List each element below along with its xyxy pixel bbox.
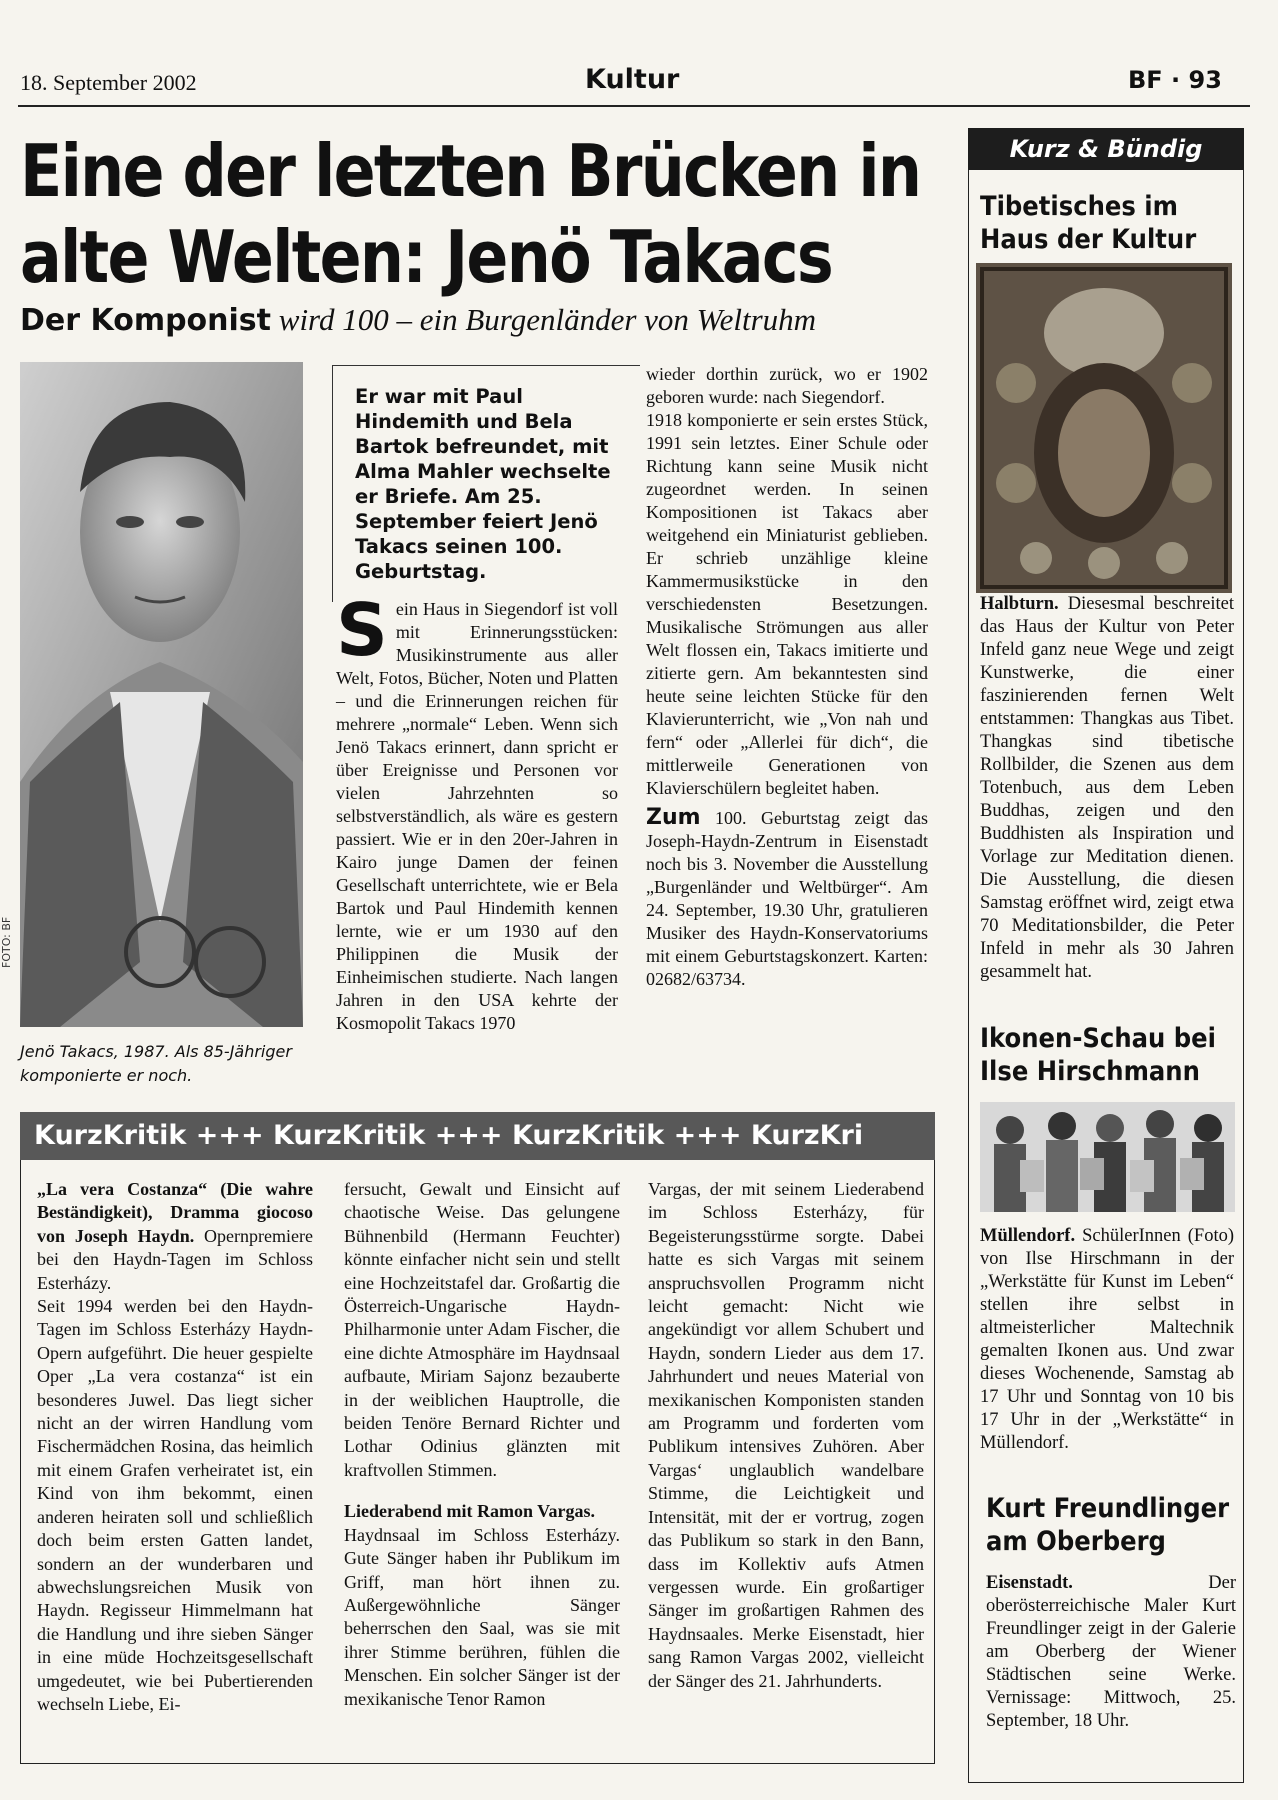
sidebar-title-1: Tibetisches im Haus der Kultur	[980, 191, 1197, 255]
article-paragraph-text: 100. Geburtstag zeigt das Joseph-Haydn-Zentrum in Eisenstadt noch bis 3. November die Ausstellung „Burgenländer und Weltbürger“. Am 24. September, 19.30 Uhr, gratulieren Musiker des Haydn-Konservatoriums mit einem Geburtstagskonzert. Karten: 02682/63734.	[646, 808, 928, 989]
kurzkritik-banner: KurzKritik +++ KurzKritik +++ KurzKritik +++ KurzKri	[20, 1112, 935, 1160]
header-rule	[18, 105, 1250, 107]
sidebar-text-1	[980, 593, 1234, 984]
article-body-column-2	[646, 363, 928, 991]
sidebar-title-2: Ikonen-Schau bei Ilse Hirschmann	[980, 1023, 1216, 1087]
review-text: Opernpremiere bei den Haydn-Tagen im Schloss Esterházy.	[37, 1225, 313, 1293]
sidebar-paragraph: Diesesmal beschreitet das Haus der Kultur von Peter Infeld ganz neue Wege und zeigt Kunstwerke, die einer faszinierenden fernen Welt entstammen: Thangkas aus Tibet. Thangkas sind tibetische Rollbilder, die Szenen aus dem Totenbuch, aus dem Leben Buddhas, zeigen und den Buddhisten als Inspiration und Vorlage zur Meditation dienen. Die Ausstellung, die diesen Samstag eröffnet wird, zeigt etwa 70 Meditationsbilder, die Peter Infeld in mehr als 30 Jahren gesammelt hat.	[980, 594, 1234, 982]
drop-cap: S	[336, 588, 388, 672]
pull-quote: Er war mit Paul Hindemith und Bela Bartok befreundet, mit Alma Mahler wechselte er Briefe. Am 25. September feiert Jenö Takacs seinen 100. Geburtstag.	[332, 365, 640, 602]
sidebar-title-3: Kurt Freundlinger am Oberberg	[986, 1493, 1230, 1557]
issue-date: 18. September 2002	[20, 70, 197, 95]
review-text: Seit 1994 werden bei den Haydn-Tagen im Schloss Esterházy Haydn-Opern aufgeführt. Die heuer gespielte Oper „La vera costanza“ ist ein besonderes Juwel. Das liegt sicher nicht an der wirren Handlung vom Fischermädchen Rosina, das heimlich mit einem Grafen verheiratet ist, ein Kind von ihm bekommt, einen anderen heiraten soll und schließlich doch beim ersten Gatten landet, sondern an der wunderbaren und abwechslungsreichen Musik von Haydn. Regisseur Himmelmann hat die Handlung und ihre sieben Sänger in eine müde Hochzeitsgesellschaft umgedeutet, wie bei Pubertierenden wechseln Liebe, Ei-	[37, 1296, 313, 1714]
sidebar-place: Halbturn.	[980, 594, 1059, 614]
sidebar-place: Eisenstadt.	[986, 1573, 1073, 1593]
photo-caption: Jenö Takacs, 1987. Als 85-Jähriger komponierte er noch.	[20, 1042, 292, 1085]
headline	[20, 128, 949, 300]
article-body-text: ein Haus in Siegendorf ist voll mit Erinnerungsstücken: Musikinstrumente aus aller Welt, Fotos, Bücher, Noten und Platten – und die Erinnerungen reichen für mehrere „normale“ Leben. Wenn sich Jenö Takacs erinnert, dann spricht er über Ereignisse und Personen vor vielen Jahrzehnten so selbstverständlich, als wäre es gestern passiert. Wie er in den 20er-Jahren in Kairo junge Damen der feinen Gesellschaft unterrichtete, wie er Bela Bartok und Paul Hindemith kennen lernte, wie er um 1930 auf den Philippinen die Musik der Einheimischen studierte. Nach langen Jahren in den USA kehrte der Kosmopolit Takacs 1970	[336, 599, 618, 1033]
sidebar-paragraph: Der oberösterreichische Maler Kurt Freundlinger zeigt in der Galerie am Oberberg der Wiener Städtischen seine Werke. Vernissage: Mittwoch, 25. September, 18 Uhr.	[986, 1573, 1236, 1731]
article-paragraph	[646, 806, 928, 991]
kurzkritik-column-2	[344, 1178, 620, 1711]
icons-group-photo	[980, 1102, 1235, 1212]
subhead-bold: Der Komponist	[20, 303, 272, 338]
photo-credit: FOTO: BF	[0, 916, 13, 968]
review-title: „La vera Costanza“ (Die wahre Beständigkeit), Dramma giocoso von Joseph Haydn.	[37, 1179, 313, 1246]
headline-line-1: Eine der letzten Brücken in	[20, 129, 921, 213]
portrait-photo	[20, 362, 303, 1027]
article-paragraph: wieder dorthin zurück, wo er 1902 geboren wurde: nach Siegendorf.	[646, 364, 928, 407]
sidebar-text-3	[986, 1572, 1236, 1733]
thangka-image	[976, 263, 1232, 593]
review-title: Liederabend mit Ramon Vargas.	[344, 1501, 596, 1522]
subhead-italic: wird 100 – ein Burgenländer von Weltruhm	[278, 302, 817, 337]
paragraph-lead-word: Zum	[646, 805, 701, 830]
kurzkritik-column-1	[37, 1178, 313, 1716]
review-text: Haydnsaal im Schloss Esterházy. Gute Sänger haben ihr Publikum im Griff, man hört ihnen zu. Außergewöhnliche Sänger beherrschen den Saal, was sie mit ihrer Stimme berühren, fühlen die Menschen. Ein solcher Sänger ist der mexikanische Tenor Ramon	[344, 1524, 620, 1709]
sidebar-paragraph: SchülerInnen (Foto) von Ilse Hirschmann in der „Werkstätte für Kunst im Leben“ stellen ihre selbst in altmeisterlicher Maltechnik gemalten Ikonen aus. Und zwar dieses Wochenende, Samstag ab 17 Uhr und Sonntag von 10 bis 17 Uhr in der „Werkstätte“ in Müllendorf.	[980, 1226, 1234, 1453]
article-paragraph: 1918 komponierte er sein erstes Stück, 1991 sein letztes. Einer Schule oder Richtung kann seine Musik nicht zugeordnet werden. In seinen Kompositionen ist Takacs aber weitgehend ein Miniaturist geblieben. Er schrieb unzählige kleine Kammermusikstücke in den verschiedensten Besetzungen. Musikalische Strömungen aus aller Welt flossen ein, Takacs imitierte und zitierte gern. Am bekanntesten sind heute seine leichten Stücke für den Klavierunterricht, wie „Von nah und fern“ oder „Allerlei für dich“, die mittlerweile Generationen von Klavierschülern begleitet haben.	[646, 410, 928, 798]
sidebar-place: Müllendorf.	[980, 1226, 1076, 1246]
review-text: fersucht, Gewalt und Einsicht auf chaotische Weise. Das gelungene Bühnenbild (Hermann Feuchter) könnte einfacher nicht sein und stellt eine Hochzeitstafel dar. Großartig die Österreich-Ungarische Haydn-Philharmonie unter Adam Fischer, die eine dichte Atmosphäre im Haydnsaal aufbaute, Miriam Sajonz bezauberte in der weiblichen Hauptrolle, die beiden Tenöre Bernard Richter und Lothar Odinius glänzten mit kraftvollen Stimmen.	[344, 1179, 620, 1480]
sidebar-header: Kurz & Bündig	[968, 128, 1244, 170]
review-text: Vargas, der mit seinem Liederabend im Schloss Esterházy, für Begeisterungsstürme sorgte. Dabei hatte es sich Vargas mit seinem anspruchsvollen Programm nicht leicht gemacht: Nicht wie angekündigt vor allem Schubert und Haydn, sondern Lieder aus dem 17. Jahrhundert und neues Material von mexikanischen Komponisten standen am Programm und forderten vom Publikum intensives Zuhören. Aber Vargas‘ unglaublich wandelbare Stimme, die Leichtigkeit und Intensität, mit der er vortrug, zogen das Publikum so stark in den Bann, dass im Kollektiv aufs Atmen vergessen wurde. Ein großartiger Sänger im großartigen Rahmen des Haydnsaales. Merke Eisenstadt, hier sang Ramon Vargas 2002, vielleicht der Sänger des 21. Jahrhunderts.	[648, 1179, 924, 1691]
article-body-column-1	[336, 588, 618, 1035]
section-title: Kultur	[585, 64, 680, 95]
kurzkritik-column-3	[648, 1178, 924, 1693]
subheadline	[20, 302, 816, 338]
page-number: BF · 93	[1128, 66, 1222, 94]
headline-line-2: alte Welten: Jenö Takacs	[20, 215, 832, 299]
sidebar-text-2	[980, 1225, 1234, 1455]
